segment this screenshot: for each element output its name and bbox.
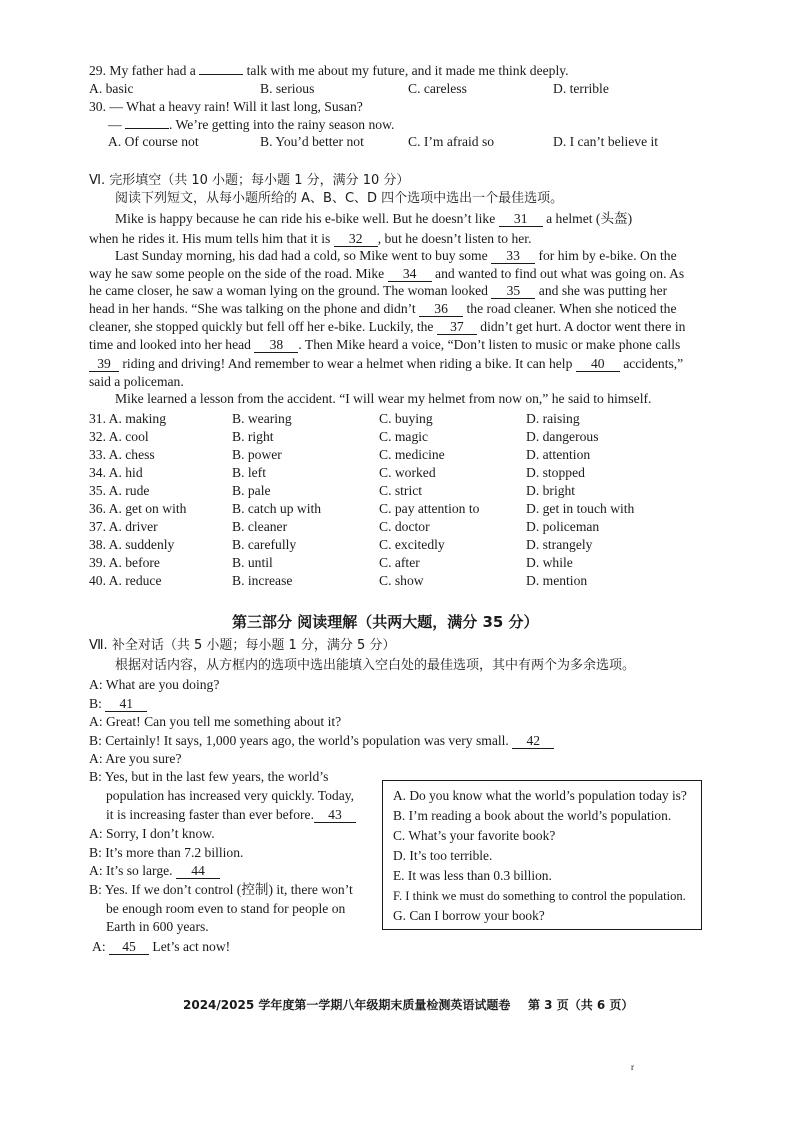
- q30-option-a: A. Of course not: [108, 134, 199, 149]
- cloze-q40-option-c: C. show: [379, 573, 424, 588]
- passage-text: . Then Mike heard a voice, “Don’t listen to music or make phone calls: [298, 337, 681, 352]
- passage-line-7: [89, 318, 685, 336]
- section-6-title: Ⅵ. 完形填空（共 10 小题；每小题 1 分，满分 10 分）: [89, 173, 410, 188]
- q29-option-b: B. serious: [260, 81, 315, 96]
- part-3-title: 第三部分 阅读理解（共两大题，满分 35 分）: [232, 613, 539, 631]
- cloze-q39-option-d: D. while: [526, 555, 573, 570]
- passage-text: head in her hands. “She was talking on the phone and didn’t: [89, 301, 416, 316]
- dialogue-line: [106, 806, 356, 824]
- dialogue-line: B: Yes, but in the last few years, the world’s: [89, 769, 329, 784]
- blank-37: 37: [437, 319, 477, 335]
- cloze-q40-option-b: B. increase: [232, 573, 293, 588]
- dialogue-line: A: What are you doing?: [89, 677, 220, 692]
- question-29-stem: [89, 62, 569, 80]
- passage-text: cleaner, she stopped quickly but fell off her e-bike. Luckily, the: [89, 319, 434, 334]
- section-7-title: Ⅶ. 补全对话（共 5 小题；每小题 1 分，满分 5 分）: [89, 638, 396, 653]
- cloze-q31-option-a: 31. A. making: [89, 411, 167, 426]
- dialogue-line: [92, 938, 230, 956]
- passage-text: riding and driving! And remember to wear a helmet when riding a bike. It can help: [122, 356, 573, 371]
- q29-option-c: C. careless: [408, 81, 467, 96]
- passage-text: didn’t get hurt. A doctor went there in: [480, 319, 686, 334]
- blank-33: 33: [491, 248, 535, 264]
- passage-text: way he saw some people on the side of the road. Mike: [89, 266, 385, 281]
- box-option-d: D. It’s too terrible.: [393, 848, 493, 863]
- cloze-q36-option-c: C. pay attention to: [379, 501, 480, 516]
- cloze-q35-option-c: C. strict: [379, 483, 423, 498]
- dialogue-line: B: Yes. If we don’t control (控制) it, there won’t: [89, 882, 353, 897]
- cloze-q33-option-d: D. attention: [526, 447, 591, 462]
- dialogue-line: [89, 695, 147, 713]
- dialogue-text: A: It’s so large.: [89, 863, 173, 878]
- dialogue-text: B: Certainly! It says, 1,000 years ago, the world’s population was very small.: [89, 733, 509, 748]
- blank-35: 35: [491, 283, 535, 299]
- cloze-q31-option-d: D. raising: [526, 411, 580, 426]
- speaker-a: A:: [92, 939, 106, 954]
- cloze-q34-option-d: D. stopped: [526, 465, 585, 480]
- blank-32: 32: [334, 231, 378, 247]
- blank-42: 42: [512, 733, 554, 749]
- cloze-q35-option-b: B. pale: [232, 483, 271, 498]
- cloze-q38-option-d: D. strangely: [526, 537, 593, 552]
- cloze-q39-option-b: B. until: [232, 555, 273, 570]
- dialogue-line: [89, 862, 220, 880]
- q29-option-a: A. basic: [89, 81, 134, 96]
- cloze-q35-option-d: D. bright: [526, 483, 576, 498]
- passage-line-4: [89, 265, 684, 283]
- cloze-q36-option-b: B. catch up with: [232, 501, 322, 516]
- cloze-q38-option-b: B. carefully: [232, 537, 297, 552]
- cloze-q31-option-b: B. wearing: [232, 411, 292, 426]
- passage-text: Mike is happy because he can ride his e-bike well. But he doesn’t like: [115, 211, 496, 226]
- q30-blank: [125, 128, 169, 129]
- cloze-q36-option-a: 36. A. get on with: [89, 501, 187, 516]
- passage-text: Last Sunday morning, his dad had a cold, so Mike went to buy some: [115, 248, 488, 263]
- cloze-q33-option-a: 33. A. chess: [89, 447, 155, 462]
- blank-44: 44: [176, 863, 220, 879]
- cloze-q35-option-a: 35. A. rude: [89, 483, 150, 498]
- passage-line-3: [115, 247, 677, 265]
- q30-reply-dash: —: [108, 117, 122, 132]
- cloze-q34-option-b: B. left: [232, 465, 266, 480]
- passage-text: the road cleaner. When she noticed the: [466, 301, 677, 316]
- blank-36: 36: [419, 301, 463, 317]
- blank-41: 41: [105, 696, 147, 712]
- passage-line-6: [89, 300, 677, 318]
- cloze-q40-option-d: D. mention: [526, 573, 588, 588]
- passage-text: and she was putting her: [538, 283, 668, 298]
- dialogue-line: B: It’s more than 7.2 billion.: [89, 845, 244, 860]
- cloze-q36-option-d: D. get in touch with: [526, 501, 635, 516]
- dialogue-text: it is increasing faster than ever before.: [106, 807, 314, 822]
- box-option-a: A. Do you know what the world’s population today is?: [393, 788, 687, 803]
- q29-stem-post: talk with me about my future, and it made me think deeply.: [246, 63, 569, 78]
- cloze-q39-option-a: 39. A. before: [89, 555, 160, 570]
- blank-31: 31: [499, 211, 543, 227]
- passage-text: and wanted to find out what was going on. As: [435, 266, 685, 281]
- cloze-q33-option-b: B. power: [232, 447, 282, 462]
- passage-line-1: [115, 210, 632, 228]
- cloze-q37-option-a: 37. A. driver: [89, 519, 158, 534]
- cloze-q40-option-a: 40. A. reduce: [89, 573, 162, 588]
- cloze-q32-option-d: D. dangerous: [526, 429, 599, 444]
- options-box: [382, 780, 702, 930]
- dialogue-line: be enough room even to stand for people on: [106, 901, 346, 916]
- cloze-q32-option-b: B. right: [232, 429, 274, 444]
- box-option-g: G. Can I borrow your book?: [393, 908, 545, 923]
- passage-text: he came closer, he saw a woman lying on the ground. The woman looked: [89, 283, 488, 298]
- q30-option-b: B. You’d better not: [260, 134, 364, 149]
- passage-line-10: said a policeman.: [89, 374, 184, 389]
- box-option-b: B. I’m reading a book about the world’s population.: [393, 808, 672, 823]
- cloze-q38-option-c: C. excitedly: [379, 537, 445, 552]
- footer-page-number: 第 3 页（共 6 页）: [528, 998, 634, 1012]
- dialogue-line: A: Are you sure?: [89, 751, 182, 766]
- q30-option-d: D. I can’t believe it: [553, 134, 659, 149]
- blank-45: 45: [109, 939, 149, 955]
- section-6-instruction: 阅读下列短文，从每小题所给的 A、B、C、D 四个选项中选出一个最佳选项。: [115, 191, 564, 206]
- question-30-stem: 30. — What a heavy rain! Will it last long, Susan?: [89, 99, 363, 114]
- passage-line-11: Mike learned a lesson from the accident. “I will wear my helmet from now on,” he said to himself.: [115, 391, 652, 406]
- passage-text: when he rides it. His mum tells him that it is: [89, 231, 331, 246]
- cloze-q39-option-c: C. after: [379, 555, 420, 570]
- corner-mark: r: [631, 1062, 634, 1072]
- box-option-f: F. I think we must do something to control the population.: [393, 889, 686, 903]
- blank-40: 40: [576, 356, 620, 372]
- q30-option-c: C. I’m afraid so: [408, 134, 495, 149]
- passage-line-9: [89, 355, 683, 373]
- blank-34: 34: [388, 266, 432, 282]
- box-option-c: C. What’s your favorite book?: [393, 828, 556, 843]
- passage-line-5: [89, 282, 667, 300]
- blank-43: 43: [314, 807, 356, 823]
- dialogue-line: A: Sorry, I don’t know.: [89, 826, 215, 841]
- cloze-q37-option-b: B. cleaner: [232, 519, 288, 534]
- dialogue-text: Let’s act now!: [152, 939, 231, 954]
- q30-reply: [108, 116, 394, 134]
- passage-text: , but he doesn’t listen to her.: [377, 231, 532, 246]
- passage-line-2: [89, 230, 531, 248]
- cloze-q38-option-a: 38. A. suddenly: [89, 537, 175, 552]
- passage-text: accidents,”: [623, 356, 684, 371]
- cloze-q32-option-c: C. magic: [379, 429, 429, 444]
- cloze-q37-option-d: D. policeman: [526, 519, 600, 534]
- q29-option-d: D. terrible: [553, 81, 609, 96]
- box-option-e: E. It was less than 0.3 billion.: [393, 868, 552, 883]
- q29-blank: [199, 74, 243, 75]
- dialogue-line: A: Great! Can you tell me something about it?: [89, 714, 342, 729]
- cloze-q34-option-a: 34. A. hid: [89, 465, 143, 480]
- dialogue-line: [89, 732, 554, 750]
- passage-text: for him by e-bike. On the: [538, 248, 677, 263]
- cloze-q37-option-c: C. doctor: [379, 519, 430, 534]
- footer-exam-title: 2024/2025 学年度第一学期八年级期末质量检测英语试题卷: [183, 998, 511, 1012]
- dialogue-line: population has increased very quickly. Today,: [106, 788, 355, 803]
- passage-text: a helmet (头盔): [546, 211, 633, 226]
- q29-stem-pre: 29. My father had a: [89, 63, 196, 78]
- cloze-q31-option-c: C. buying: [379, 411, 433, 426]
- cloze-q33-option-c: C. medicine: [379, 447, 445, 462]
- q30-reply-post: . We’re getting into the rainy season now.: [169, 117, 395, 132]
- passage-text: time and looked into her head: [89, 337, 251, 352]
- blank-39: 39: [89, 356, 119, 372]
- dialogue-line: Earth in 600 years.: [106, 919, 209, 934]
- passage-line-8: [89, 336, 680, 354]
- cloze-q32-option-a: 32. A. cool: [89, 429, 149, 444]
- blank-38: 38: [254, 337, 298, 353]
- section-7-instruction: 根据对话内容，从方框内的选项中选出能填入空白处的最佳选项，其中有两个为多余选项。: [115, 658, 636, 673]
- speaker-b: B:: [89, 696, 102, 711]
- cloze-q34-option-c: C. worked: [379, 465, 436, 480]
